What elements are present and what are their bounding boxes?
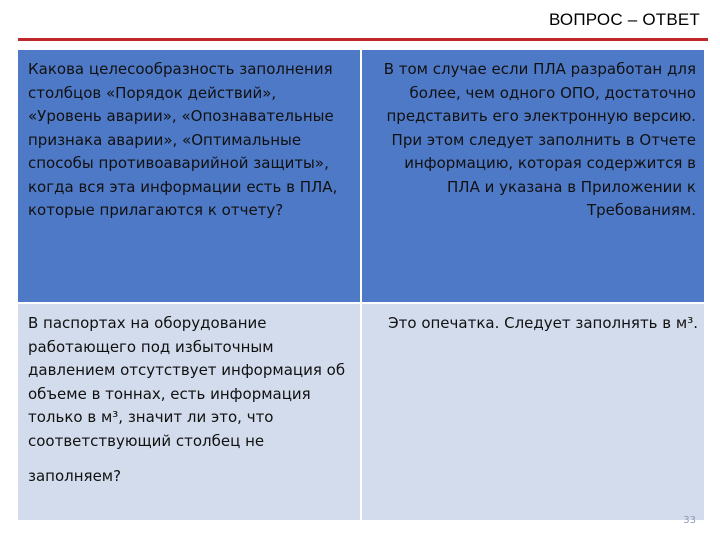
header-title: ВОПРОС – ОТВЕТ [548,10,700,29]
answer-cell-2: Это опечатка. Следует заполнять в м³. [362,304,704,520]
question-cell-1: Какова целесообразность заполнения столбцов «Порядок действий», «Уровень аварии», «Опознавательные признака аварии», «Оптимальные способы противоаварийной защиты», когда вся эта информации есть в ПЛА, которые прилагаются к отчету? [18,50,360,302]
page-number: 33 [683,515,696,526]
question-text-2-tail: заполняем? [28,467,122,485]
question-text-2: В паспортах на оборудование работающего под избыточным давлением отсутствует информация об объеме в тоннах, есть информация только в м³, значит ли это, что соответствующий столбец не [28,314,346,450]
header-divider [18,38,708,41]
question-cell-2 [18,304,360,520]
answer-cell-1: В том случае если ПЛА разработан для более, чем одного ОПО, достаточно представить его электронную версию. При этом следует заполнить в Отчете информацию, которая содержится в ПЛА и указана в Приложении к Требованиям. [362,50,704,302]
qa-table [18,50,704,520]
